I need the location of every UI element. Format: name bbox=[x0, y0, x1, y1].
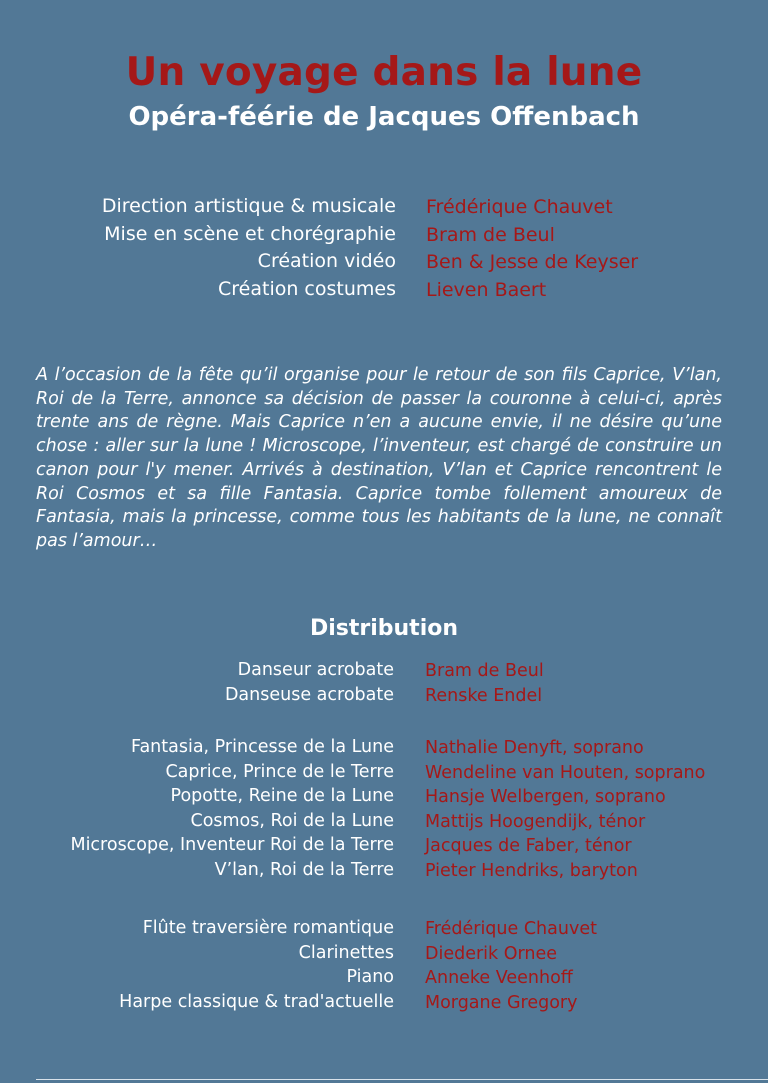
cast-name: Mattijs Hoogendijk, ténor bbox=[425, 811, 646, 832]
cast-role: Fantasia, Princesse de la Lune bbox=[130, 737, 394, 757]
distribution-heading: Distribution bbox=[309, 616, 459, 641]
credit-row bbox=[0, 223, 768, 251]
cast-row bbox=[0, 967, 768, 992]
cast-name: Pieter Hendriks, baryton bbox=[425, 860, 638, 881]
cast-name: Wendeline van Houten, soprano bbox=[425, 762, 706, 783]
credit-row bbox=[0, 278, 768, 306]
cast-role: Flûte traversière romantique bbox=[142, 918, 394, 938]
credit-name: Lieven Baert bbox=[426, 278, 547, 301]
cast-row bbox=[0, 811, 768, 836]
credit-role: Mise en scène et chorégraphie bbox=[104, 222, 396, 245]
cast-row bbox=[0, 835, 768, 860]
cast-role: Piano bbox=[346, 967, 394, 987]
credit-row bbox=[0, 250, 768, 278]
cast-name: Frédérique Chauvet bbox=[425, 919, 597, 939]
musicians-list bbox=[0, 918, 768, 1016]
dancers-list bbox=[0, 660, 768, 709]
bottom-divider bbox=[36, 1079, 768, 1080]
cast-row bbox=[0, 943, 768, 968]
credits-list bbox=[0, 195, 768, 305]
cast-role: Cosmos, Roi de la Lune bbox=[190, 810, 394, 831]
credit-role: Création costumes bbox=[218, 277, 396, 300]
page-subtitle: Opéra-féérie de Jacques Offenbach bbox=[128, 102, 640, 132]
credit-name: Bram de Beul bbox=[426, 223, 555, 246]
cast-name: Diederik Ornee bbox=[425, 943, 558, 964]
credit-name: Ben & Jesse de Keyser bbox=[426, 251, 639, 273]
credit-row bbox=[0, 195, 768, 223]
synopsis-paragraph: A l’occasion de la fête qu’il organise pour le retour de son fils Caprice, V’lan, Roi de la Terre, annonce sa décision de passer la couronne à celui-ci, après trente ans de règne. Mais Caprice n’en a aucune envie, il ne désire qu’une chose : aller sur la lune ! Microscope, l’inventeur, est chargé de construire un canon pour l'y mener. Arrivés à destination, V’lan et Caprice rencontrent le Roi Cosmos et sa fille Fantasia. Caprice tombe follement amoureux de Fantasia, mais la princesse, comme tous les habitants de la lune, ne connaît pas l’amour… bbox=[36, 365, 722, 551]
cast-name: Anneke Veenhoff bbox=[425, 968, 573, 988]
cast-role: Caprice, Prince de le Terre bbox=[165, 761, 394, 782]
cast-name: Nathalie Denyft, soprano bbox=[425, 738, 644, 758]
credit-role: Création vidéo bbox=[257, 250, 396, 272]
cast-role: Clarinettes bbox=[298, 942, 394, 963]
credit-name: Frédérique Chauvet bbox=[426, 196, 613, 218]
cast-role: V’lan, Roi de la Terre bbox=[214, 859, 394, 880]
cast-row bbox=[0, 685, 768, 710]
cast-name: Morgane Gregory bbox=[425, 992, 578, 1013]
cast-row bbox=[0, 762, 768, 787]
cast-row bbox=[0, 737, 768, 762]
cast-row bbox=[0, 992, 768, 1017]
singers-list bbox=[0, 737, 768, 884]
credit-role: Direction artistique & musicale bbox=[101, 195, 396, 217]
cast-role: Danseuse acrobate bbox=[224, 684, 394, 705]
cast-role: Danseur acrobate bbox=[237, 660, 394, 680]
cast-name: Bram de Beul bbox=[425, 661, 544, 681]
cast-name: Jacques de Faber, ténor bbox=[425, 836, 632, 856]
cast-role: Popotte, Reine de la Lune bbox=[170, 786, 394, 806]
cast-name: Hansje Welbergen, soprano bbox=[425, 787, 666, 807]
cast-row bbox=[0, 918, 768, 943]
cast-row bbox=[0, 786, 768, 811]
cast-role: Microscope, Inventeur Roi de la Terre bbox=[70, 835, 394, 855]
cast-role: Harpe classique & trad'actuelle bbox=[119, 991, 394, 1012]
cast-row bbox=[0, 860, 768, 885]
cast-name: Renske Endel bbox=[425, 685, 543, 706]
cast-row bbox=[0, 660, 768, 685]
page-title: Un voyage dans la lune bbox=[125, 50, 643, 95]
